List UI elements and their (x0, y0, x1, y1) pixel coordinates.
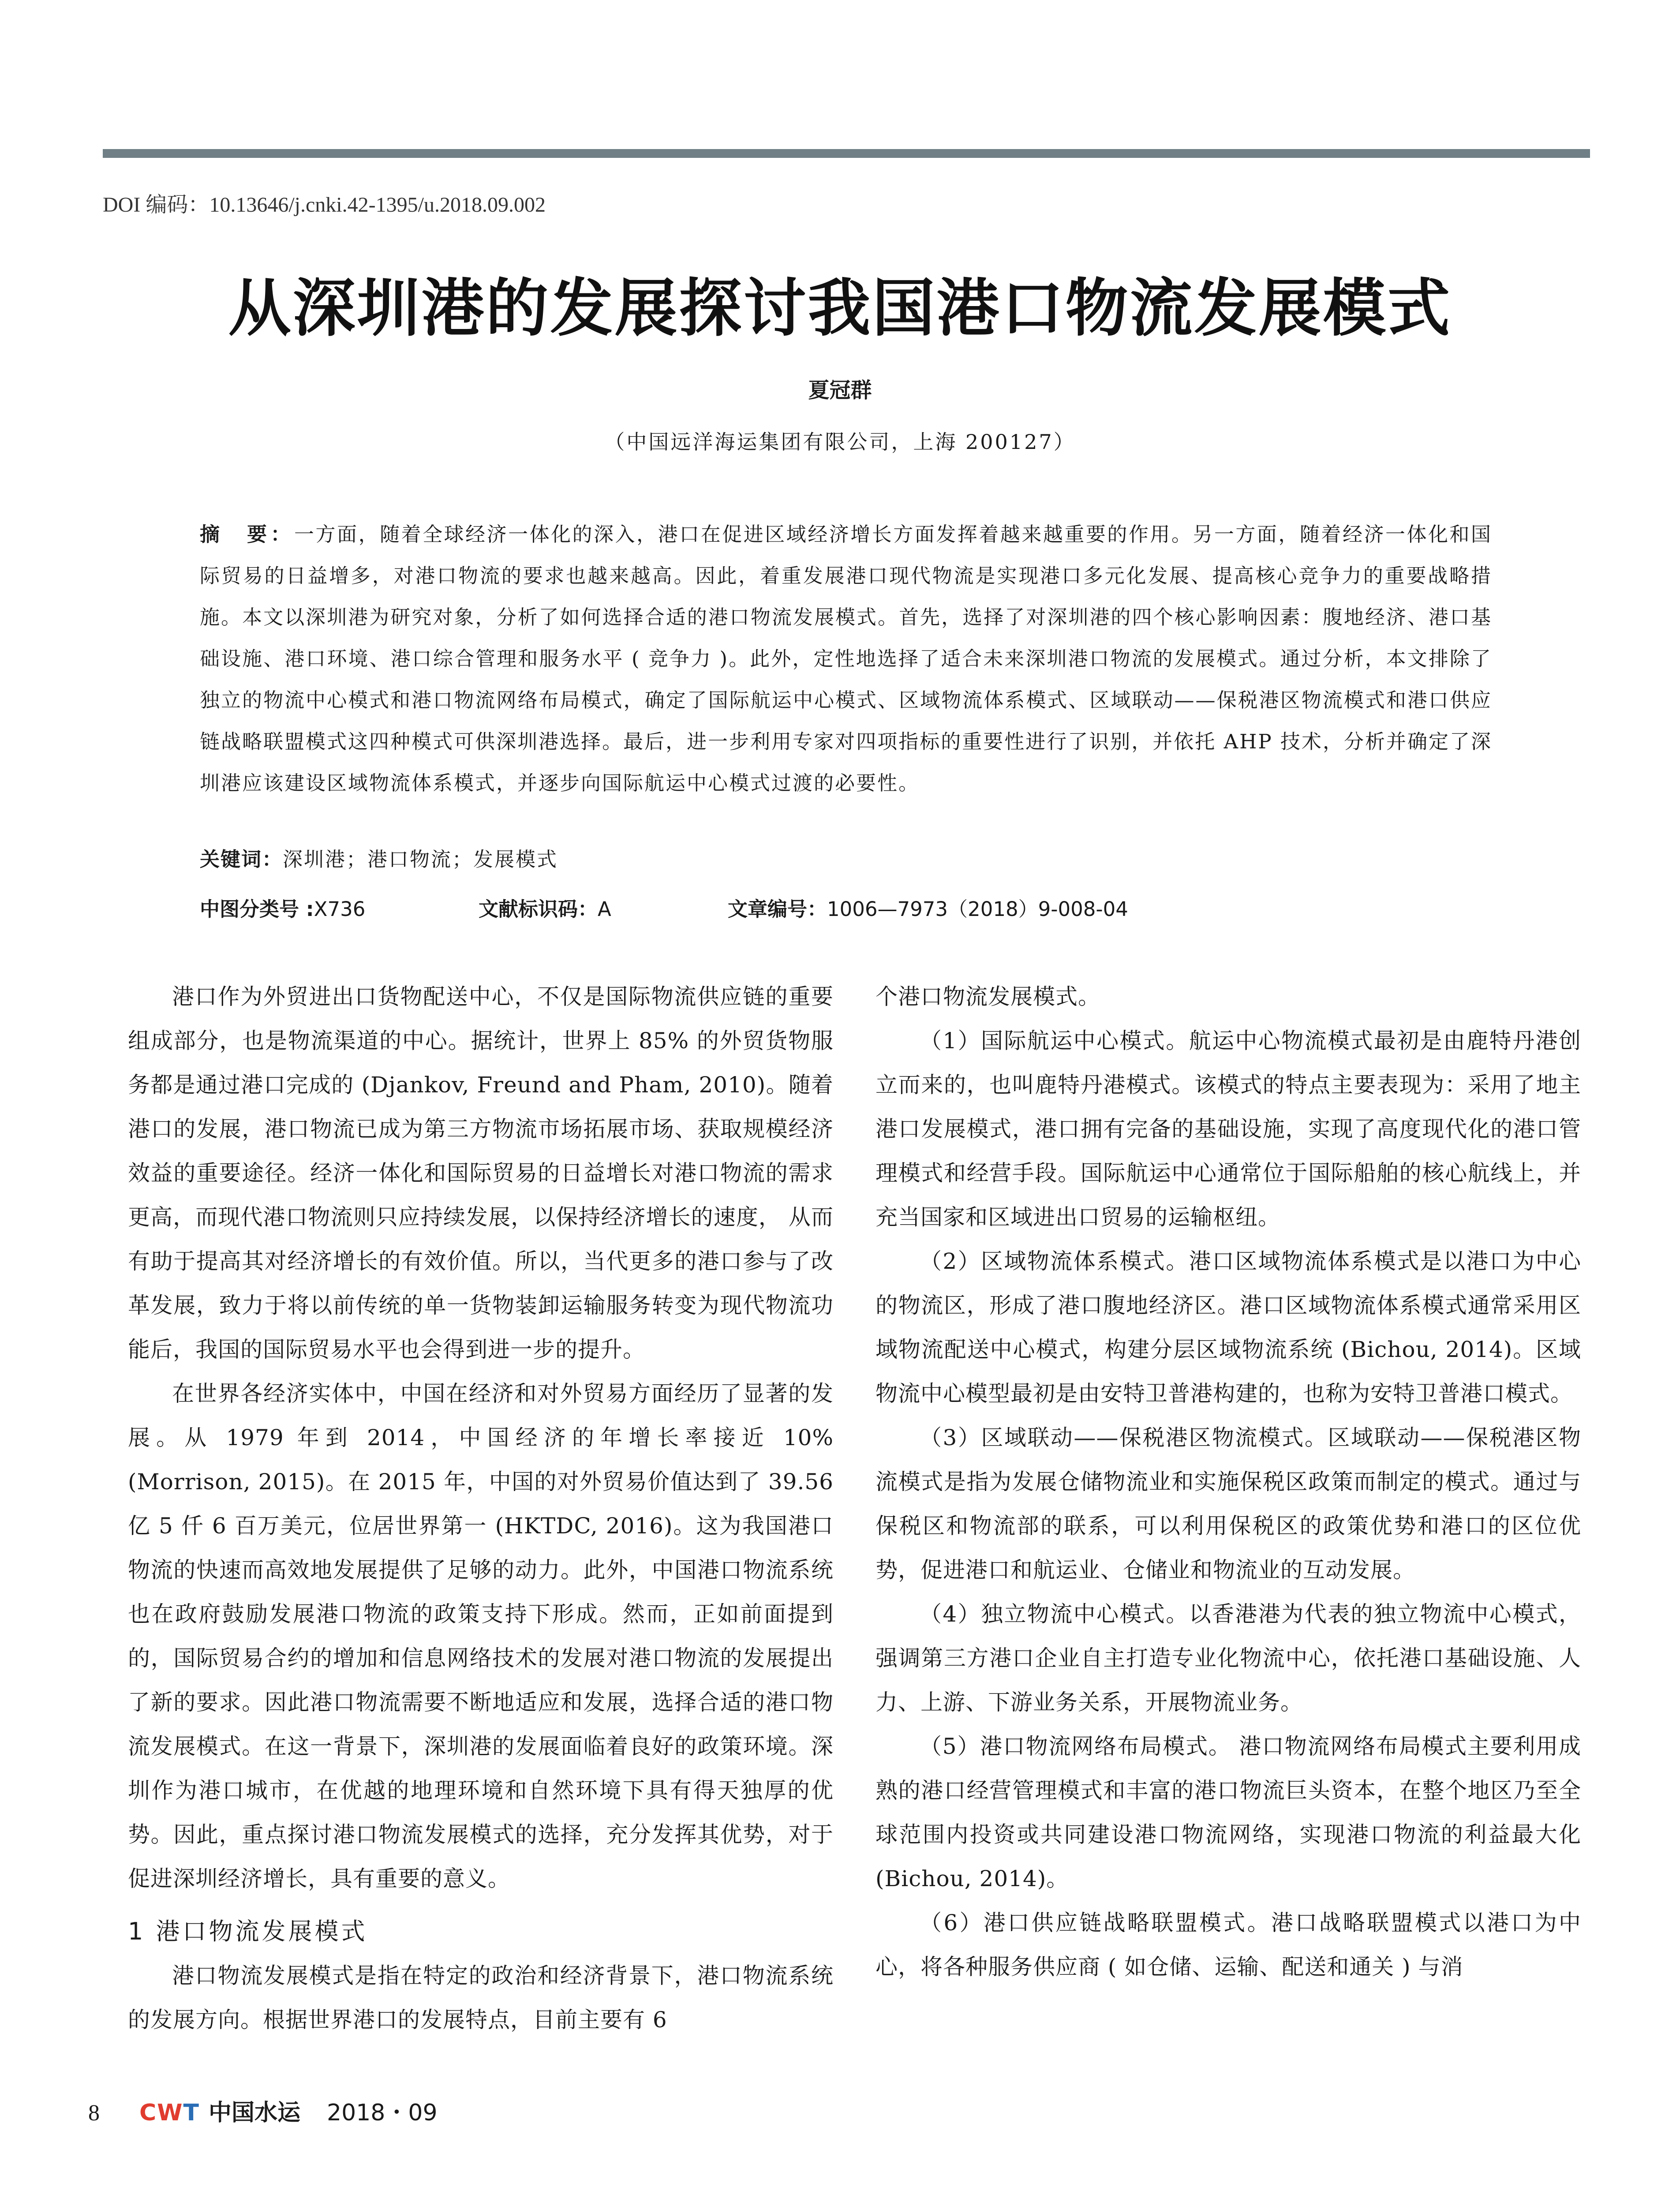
clc-label: 中图分类号 : (200, 897, 314, 921)
body-paragraph: 港口物流发展模式是指在特定的政治和经济背景下，港口物流系统的发展方向。根据世界港口的发展特点，目前主要有 6 (128, 1963, 834, 2033)
left-column (128, 975, 834, 2042)
header-rule (103, 149, 1590, 158)
right-column (876, 975, 1581, 1989)
abstract-text: 一方面，随着全球经济一体化的深入，港口在促进区域经济增长方面发挥着越来越重要的作用。另一方面，随着经济一体化和国际贸易的日益增多，对港口物流的要求也越来越高。因此，着重发展港口现代物流是实现港口多元化发展、提高核心竞争力的重要战略措施。本文以深圳港为研究对象，分析了如何选择合适的港口物流发展模式。首先，选择了对深圳港的四个核心影响因素：腹地经济、港口基础设施、港口环境、港口综合管理和服务水平 ( 竞争力 )。此外，定性地选择了适合未来深圳港口物流的发展模式。通过分析，本文排除了独立的物流中心模式和港口物流网络布局模式，确定了国际航运中心模式、区域物流体系模式、区域联动——保税港区物流模式和港口供应链战略联盟模式这四种模式可供深圳港选择。最后，进一步利用专家对四项指标的重要性进行了识别，并依托 AHP 技术，分析并确定了深圳港应该建设区域物流体系模式，并逐步向国际航运中心模式过渡的必要性。 (200, 523, 1492, 795)
section-heading: 1 港口物流发展模式 (128, 1917, 368, 1945)
body-paragraph: （5）港口物流网络布局模式。 港口物流网络布局模式主要利用成熟的港口经营管理模式和丰富的港口物流巨头资本，在整个地区乃至全球范围内投资或共同建设港口物流网络，实现港口物流的利益最大化 (Bichou, 2014)。 (876, 1734, 1581, 1891)
body-paragraph: （6）港口供应链战略联盟模式。港口战略联盟模式以港口为中心，将各种服务供应商 ( 如仓储、运输、配送和通关 ) 与消 (876, 1910, 1581, 1980)
document-code (479, 893, 611, 922)
article-no-value: 1006—7973（2018）9-008-04 (827, 897, 1128, 921)
article-number (728, 893, 1128, 922)
article-title: 从深圳港的发展探讨我国港口物流发展模式 (228, 272, 1452, 345)
keywords (200, 843, 558, 872)
doi-code: DOI 编码：10.13646/j.cnki.42-1395/u.2018.09.002 (103, 193, 546, 217)
body-paragraph: （1）国际航运中心模式。航运中心物流模式最初是由鹿特丹港创立而来的，也叫鹿特丹港模式。该模式的特点主要表现为：采用了地主港口发展模式，港口拥有完备的基础设施，实现了高度现代化的港口管理模式和经营手段。国际航运中心通常位于国际船舶的核心航线上，并充当国家和区域进出口贸易的运输枢纽。 (876, 1028, 1581, 1230)
journal-issue: 2018・09 (327, 2100, 438, 2126)
author-affiliation: （中国远洋海运集团有限公司，上海 200127） (604, 430, 1076, 454)
keywords-label: 关键词： (200, 848, 283, 871)
journal-logo (139, 2100, 200, 2126)
author-name: 夏冠群 (808, 378, 872, 403)
body-paragraph: 港口作为外贸进出口货物配送中心，不仅是国际物流供应链的重要组成部分，也是物流渠道的中心。据统计，世界上 85% 的外贸货物服务都是通过港口完成的 (Djankov, Freund and Pham, 2010)。随着港口的发展，港口物流已成为第三方物流市场拓展市场、获取规模经济效益的重要途径。经济一体化和国际贸易的日益增长对港口物流的需求更高，而现代港口物流则只应持续发展，以保持经济增长的速度， 从而有助于提高其对经济增长的有效价值。所以，当代更多的港口参与了改革发展，致力于将以前传统的单一货物装卸运输服务转变为现代物流功能后，我国的国际贸易水平也会得到进一步的提升。 (128, 984, 834, 1362)
keywords-text: 深圳港；港口物流；发展模式 (283, 848, 558, 871)
body-paragraph-continuation: 个港口物流发展模式。 (876, 984, 1100, 1009)
logo-letter-t: T (183, 2100, 200, 2126)
body-paragraph: （2）区域物流体系模式。港口区域物流体系模式是以港口为中心的物流区，形成了港口腹地经济区。港口区域物流体系模式通常采用区域物流配送中心模式，构建分层区域物流系统 (Bichou, 2014)。区域物流中心模型最初是由安特卫普港构建的，也称为安特卫普港口模式。 (876, 1248, 1581, 1406)
clc-value: X736 (314, 897, 366, 921)
abstract (200, 514, 1492, 804)
doc-code-label: 文献标识码： (479, 897, 598, 921)
journal-name: 中国水运 (209, 2100, 301, 2126)
abstract-label: 摘 要： (200, 523, 295, 546)
doc-code-value: A (598, 897, 611, 921)
logo-letter-c: C (139, 2100, 157, 2126)
page-number: 8 (88, 2100, 100, 2126)
clc-number (200, 893, 365, 922)
body-paragraph: 在世界各经济实体中，中国在经济和对外贸易方面经历了显著的发展。从 1979 年到 2014，中国经济的年增长率接近 10% (Morrison, 2015)。在 2015 年，中国的对外贸易价值达到了 39.56 亿 5 仟 6 百万美元，位居世界第一 (HKTDC, 2016)。这为我国港口物流的快速而高效地发展提供了足够的动力。此外，中国港口物流系统也在政府鼓励发展港口物流的政策支持下形成。然而，正如前面提到的，国际贸易合约的增加和信息网络技术的发展对港口物流的发展提出了新的要求。因此港口物流需要不断地适应和发展，选择合适的港口物流发展模式。在这一背景下，深圳港的发展面临着良好的政策环境。深圳作为港口城市，在优越的地理环境和自然环境下具有得天独厚的优势。因此，重点探讨港口物流发展模式的选择，充分发挥其优势，对于促进深圳经济增长，具有重要的意义。 (128, 1381, 834, 1891)
logo-letter-w: W (157, 2100, 183, 2126)
body-paragraph: （4）独立物流中心模式。以香港港为代表的独立物流中心模式，强调第三方港口企业自主打造专业化物流中心，依托港口基础设施、人力、上游、下游业务关系，开展物流业务。 (876, 1601, 1581, 1715)
body-paragraph: （3）区域联动——保税港区物流模式。区域联动——保税港区物流模式是指为发展仓储物流业和实施保税区政策而制定的模式。通过与保税区和物流部的联系，可以利用保税区的政策优势和港口的区位优势，促进港口和航运业、仓储业和物流业的互动发展。 (876, 1425, 1581, 1583)
page-footer (88, 2094, 438, 2127)
article-no-label: 文章编号： (728, 897, 827, 921)
